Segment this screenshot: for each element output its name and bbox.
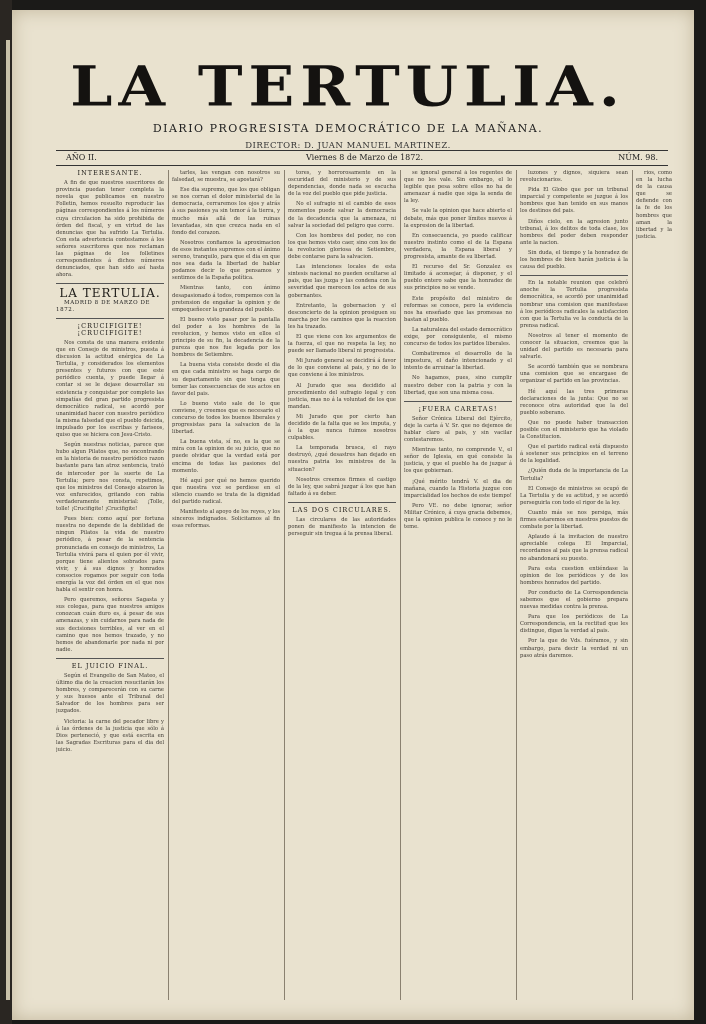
article-heading: LAS DOS CIRCULARES. bbox=[292, 505, 392, 514]
issue-number: NÚM. 98. bbox=[618, 153, 658, 162]
paragraph: La buena vista consiste desde el dia en que cada ministro se haga cargo de su departamento sin que tenga que temer las consecuencias de sus actos en favor del pais. bbox=[172, 362, 280, 397]
divider bbox=[404, 401, 512, 402]
paragraph: Lo bueno visto sale de lo que conviene, y creemos que es necesario el concurso de todos los buenos liberales y progresistas para la salvacion de la libertad. bbox=[172, 400, 280, 436]
paragraph: Aplaudo á la invitacion de nuestro apreciable colega El Imparcial, recordamos al pais que la prensa radical no abandonará su puesto. bbox=[520, 534, 628, 562]
paragraph: Se acordó también que se nombrara una comision que se encargase de organizar el partido en las provincias. bbox=[520, 364, 628, 385]
paragraph: No el sufragio ni el cambio de esos momentos puede salvar la democracia de la decadencia que la amenaza, ni salvar la sociedad del peligro que corre. bbox=[288, 201, 396, 229]
paragraph: En consecuencia, yo puedo calificar nuestro instinto como el de la Espana verdadera, la Espana liberal y progresista, amante de su libertad. bbox=[404, 232, 512, 261]
paragraph: Nos consta de una manera evidente que en Consejo de ministros, puesta á discusion la actitud enérgica de La Tertulia, y considerados los elementos presentes y futuros con que este periódico cuenta, y puede llegar á contar si se le dejase desarrollar su existencia y conquistar por completo las simpatías del gran partido progresista democrático radical, se acordó por unanimidad hacer con nuestro periódico la misma falsedad que el pueblo deicida, impulsado por los escribas y fariseos, quiso que se hiciera con Jesu-Cristo. bbox=[56, 339, 164, 439]
divider bbox=[56, 658, 164, 659]
article-heading: ¡FUERA CARETAS! bbox=[418, 404, 498, 413]
newspaper-director: DIRECTOR: D. JUAN MANUEL MARTINEZ. bbox=[245, 141, 451, 151]
paragraph: tarles, las vengan con nosotros su falsedad, se muestra, se apostará? bbox=[172, 170, 280, 184]
paragraph: Mientras tanto, no comprende V., el señor de Iglesia, en qué consiste la justicia, y que el pueblo ha de juzgar á los que gobiernan. bbox=[404, 447, 512, 475]
paragraph: ¿Quién duda de la importancia de La Tertulia? bbox=[520, 468, 628, 482]
newspaper-title: LA TERTULIA. bbox=[70, 54, 626, 120]
paragraph: Combatiremos el desarrollo de la impostura, el daño intencionado y el intento de arruinar la libertad. bbox=[404, 351, 512, 372]
paragraph: Ese dia supremo, que los que obligan se nos corran el dolor ministerial de la democracia, cerraremos los ojos y atrás á sus pasiones ya sin temor á la tierra, y mucho más allá de las ruinas levantadas, sin que crezca nada en el fondo del corazon. bbox=[172, 187, 280, 236]
paragraph: Mi Jurado que por cierto han decidido de la falta que se les imputa, y á la que nunca fuimos nosotros culpables. bbox=[288, 413, 396, 442]
paragraph: Las circulares de las autoridades ponen de manifiesto la intencion de perseguir sin tregua á la prensa liberal. bbox=[288, 517, 396, 538]
paragraph: Cuanto más se nos persiga, más firmes estaremos en nuestros puestos de combate por la libertad. bbox=[520, 509, 628, 531]
column-divider bbox=[400, 170, 401, 1000]
column-3 bbox=[288, 170, 396, 1000]
paragraph: Con los hombres del poder, no con los que hemos visto caer, sino con los de la revolucion gloriosa de Setiembre, debe contarse para la salvacion. bbox=[288, 232, 396, 261]
paragraph: Mi Jurado general se decidirá á favor de lo que conviene al pais, y no de lo que conviene á los ministros. bbox=[288, 358, 396, 379]
paragraph: Entretanto, la gobernacion y el desconcierto de la opinion prosiguen su marcha por los caminos que la reaccion les ha trazado. bbox=[288, 302, 396, 330]
editorial-heading: LA TERTULIA. bbox=[59, 286, 161, 301]
paragraph: Hé aquí las tres primeras declaraciones de la junta: Que no se reconoce otra autoridad que la del pueblo soberano. bbox=[520, 388, 628, 416]
paragraph: La temporada brusca, el rayo destruyó, ¿qué desastres han dejado en nuestra patria los ministros de la situacion? bbox=[288, 445, 396, 473]
column-divider bbox=[516, 170, 517, 1000]
masthead bbox=[30, 52, 666, 151]
paragraph: El bueno visto pasar por la pantalla del poder a los hombres de la revolucion, y hemos visto en ellos el principio de su fin, la decadencia de la pureza que nos fue legada por los hombres de Setiembre. bbox=[172, 316, 280, 359]
binding-edge bbox=[0, 0, 12, 1024]
paragraph: El recurso del Sr. Gonzalez es limitado á aconsejar, á disponer, y el pueblo entero sabe que la honradez de sus principios no se vende. bbox=[404, 264, 512, 292]
paragraph: se ignoral general á los regentes de que no les vale. Sin embargo, el lo legible que pesa sobre ellos no ha de amenazar á nadie que siga la senda de la ley. bbox=[404, 170, 512, 205]
paragraph: tores, y horrorosamente en la oscuridad del ministerio y de sus dependencias, donde nada se escucha de la voz del pueblo que pide justicia. bbox=[288, 170, 396, 198]
paragraph: Las intenciones locales de esta sintesis nacional no pueden ocultarse al pais, que las juzga y las condena con la severidad que merecen los actos de sus gobernantes. bbox=[288, 264, 396, 299]
article-heading: ¡CRUCIFIGITE! ¡CRUCIFIGITE! bbox=[77, 321, 143, 337]
paragraph: Por la que de Vds. fuéramos, y sin embargo, para decir la verdad ni un paso atrás daremos. bbox=[520, 638, 628, 659]
paragraph: Señor Crónica Liberal del Ejército, deje la carta á V. Sr. que no dejemos de hablar claro al pais, y sin vacilar contestaremos. bbox=[404, 415, 512, 444]
paragraph: Según nuestras noticias, parece que hubo algun Pilatos que, no encontrando en la historia de nuestro periódico razon bastante para tan atroz sentencia, trató de interceder por la suerte de La Tertulia; pero nos consta, repetimos, que los ministros del Consejo alzaron la voz enfurecidos, gritando con rabia verdaderamente ministerial: ¡Tolle, tolle! ¡Crucifigite! ¡Crucifigite! bbox=[56, 442, 164, 513]
paragraph: Pero VE. no debe ignorar, señor Militar Crónico, á cuya gracia debemos, que la opinion publica le conoce y no le teme. bbox=[404, 502, 512, 531]
paragraph: Pero queremos, señores Sagasta y sus colegas, para que nuestros amigos conozcan cuán duro es, á pesar de sus amenazas, y sin cuidarnos para nada de sus decisiones terribles, al ver en el camino que nos hemos trazado, y no hemos de abandonarle por nada ni por nadie. bbox=[56, 597, 164, 653]
paragraph: A fin de que nuestros suscritores de provincia puedan tener completa la novela que publicamos en nuestro Folletin, hemos resuelto reproducir las páginas correspondientes á los números cuya circulacion ha sido prohibida de órden del fiscal, y en virtud de las denuncias que ha sufrido La Tertulia. Con esta advertencia contestamos á los señores suscritores que nos reclaman las páginas de los folletines correspondientes á dichos números denunciados, que han sido así hasta ahora. bbox=[56, 180, 164, 279]
paragraph: ¡Qué mérito tendrá V. el dia de mañana, cuando la Historia juzgue con imparcialidad los hechos de este tiempo! bbox=[404, 478, 512, 499]
paragraph: Manifiesto al apoyo de los reyes, y los sinceros indignados. Solicitamos al fin esas reformas. bbox=[172, 509, 280, 530]
section-heading: INTERESANTE. bbox=[77, 170, 143, 177]
paragraph: La naturaleza del estado democrático exige, por consiguiente, el mismo concurso de todos los partidos liberales. bbox=[404, 326, 512, 348]
column-2 bbox=[172, 170, 280, 1000]
paragraph: Pida El Globo que por un tribunal imparcial y competente se juzgue á los hombres que han tenido en sus manos los destinos del pais. bbox=[520, 187, 628, 215]
issue-year: AÑO II. bbox=[66, 153, 97, 162]
paragraph: luzones y dignos, siquiera sean revolucionarios. bbox=[520, 170, 628, 184]
paragraph: Sin duda, el tiempo y la honradez de los hombres de bien harán justicia á la causa del pueblo. bbox=[520, 249, 628, 271]
paragraph: Para esta cuestion entiéndase la opinion de los periódicos y de los hombres honrados del partido. bbox=[520, 565, 628, 586]
paragraph: Que el partido radical está dispuesto á sostener sus principios en el terreno de la legalidad. bbox=[520, 444, 628, 465]
paragraph: Nosotros creemos firmes el castigo de la ley, que sabrá juzgar á los que han faltado á su deber. bbox=[288, 476, 396, 497]
newspaper-subtitle: DIARIO PROGRESISTA DEMOCRÁTICO DE LA MAÑANA. bbox=[152, 122, 544, 135]
paragraph: Se vale la opinion que hace abierto el debate, más que poner límites nuevos á la expresion de la libertad. bbox=[404, 208, 512, 229]
column-divider bbox=[168, 170, 169, 1000]
paragraph: Según el Evangelio de San Mateo, el último dia de la creacion resucitarán los hombres, y comparecerán con su carne y sus huesos ante el Tribunal del Salvador de los hombres para ser juzgados. bbox=[56, 673, 164, 715]
paragraph: Mientras tanto, con ánimo desapasionado á todos, rompemos con la pretension de engañar la opinion y de empequeñecer la grandeza del pueblo. bbox=[172, 285, 280, 313]
paragraph: Al Jurado que sea decidido al procedimiento del sufragio legal y con justicia, mas no á la voluntad de los que mandan. bbox=[288, 382, 396, 410]
paragraph: Que no puede haber transaccion posible con el ministerio que ha violado la Constitucion. bbox=[520, 419, 628, 441]
paragraph: No hagamos, pues, sino cumplir nuestro deber con la patria y con la libertad, que son una misma cosa. bbox=[404, 375, 512, 396]
editorial-dateline: MADRID 8 DE MARZO DE 1872. bbox=[56, 299, 151, 313]
paragraph: Por conducto de La Correspondencia sabemos que el gobierno prepara nuevas medidas contra la prensa. bbox=[520, 589, 628, 611]
paragraph: En la notable reunion que celebró anoche la Tertulia progresista democrática, se acordó por unanimidad nombrar una comision que manifestase á los periódicos radicales la satisfaccion con que la Tertulia ve la conducta de la prensa radical. bbox=[520, 280, 628, 329]
paragraph: Hé aquí por qué no hemos querido que nuestra voz se perdiese en el silencio cuando se trata de la dignidad del partido radical. bbox=[172, 477, 280, 506]
paragraph: Este propósito del ministro de reformas se conoce, pero la evidencia nos ha enseñado que las promesas no bastan al pueblo. bbox=[404, 295, 512, 323]
paragraph: Para que los periódicos de La Correspondencia, en la rectitud que les distingue, digan la verdad al pais. bbox=[520, 614, 628, 635]
divider bbox=[288, 502, 396, 503]
paragraph: El que viene con los argumentos de la fuerza, el que no respeta la ley, no puede ser llamado liberal ni progresista. bbox=[288, 333, 396, 355]
column-divider bbox=[284, 170, 285, 1000]
paragraph: El Consejo de ministros se ocupó de La Tertulia y de su actitud, y se acordó perseguirla con todo el rigor de la ley. bbox=[520, 485, 628, 506]
issue-date: Viernes 8 de Marzo de 1872. bbox=[306, 153, 423, 162]
paragraph: Pues bien: como aquí por fortuna nuestra no depende de la debilidad de ningun Pilatos la vida de nuestro periódico, á pesar de la sentencia pronunciada en consejo de ministros, La Tertulia vivirá para el quien por él vivir, porque tiene alientos sobrados para vivir, y á sus dignos y honrados consocios rogamos por seguir con toda energía la voz del órden en el que nos habla el sentir con honra. bbox=[56, 516, 164, 594]
paragraph: rios, como en la lucha de la causa que se defiende con la fe de los hombres que aman la libertad y la justicia. bbox=[636, 170, 672, 240]
paragraph: Nosotros al tener el momento de conocer la situacion, creemos que la unidad del partido es necesaria para salvarle. bbox=[520, 332, 628, 361]
article-heading: EL JUICIO FINAL. bbox=[71, 661, 149, 670]
divider bbox=[56, 283, 164, 284]
column-1 bbox=[56, 170, 164, 1000]
divider bbox=[56, 318, 164, 319]
divider bbox=[520, 275, 628, 276]
column-5 bbox=[520, 170, 628, 1000]
paragraph: Victoria: la carne del pecador libre y á las órdenes de la justicia que sólo á Dios perteneció, y que está escrita en las Sagradas Escrituras para el dia del juicio. bbox=[56, 718, 164, 753]
column-6-partial bbox=[636, 170, 672, 1000]
paragraph: La buena vista, sí no, es la que se mira con la opinion de su juicio, que no puede olvidar que la verdad está por encima de todas las pasiones del momento. bbox=[172, 439, 280, 474]
paragraph: Nosotros confiamos la aproximacion de esos instantes supremos con el ánimo sereno, tranquilo, para que el dia en que nos sea dada la libertad de hablar podamos decir lo que pensamos y sentimos de la España política. bbox=[172, 239, 280, 282]
column-divider bbox=[632, 170, 633, 1000]
dateline-bar bbox=[56, 150, 668, 166]
paragraph: Diños cielo, en la agresion junto tribunal, á los delitos de toda clase, los hombres del poder deben responder ante la nacion. bbox=[520, 218, 628, 246]
column-4 bbox=[404, 170, 512, 1000]
